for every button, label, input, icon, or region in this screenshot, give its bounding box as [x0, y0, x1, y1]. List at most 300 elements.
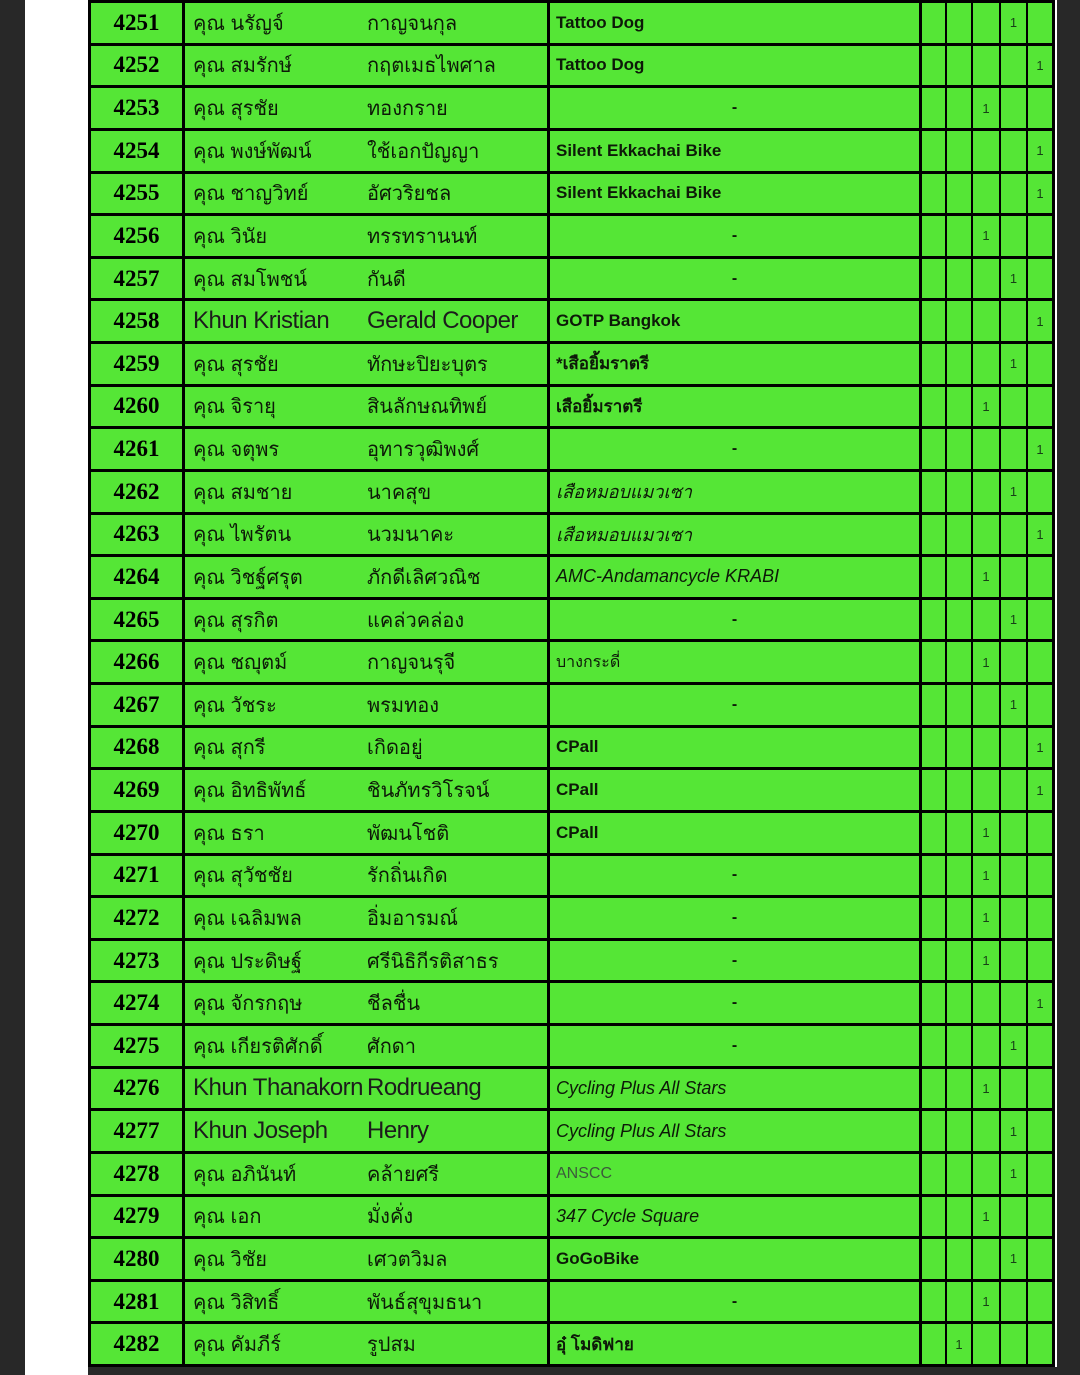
team-name: เสือหมอบแมวเซา: [550, 515, 922, 555]
honorific-and-first-name: คุณ จตุพร: [193, 439, 280, 462]
table-row: [91, 685, 1052, 728]
last-name: Rodrueang: [367, 1074, 482, 1102]
no-team-dash: -: [550, 1282, 922, 1322]
mark-cell-3-checked: 1: [973, 557, 1001, 597]
name-cell: [185, 301, 550, 341]
table-row: [91, 642, 1052, 685]
last-name: ทักษะปิยะบุตร: [367, 353, 488, 376]
mark-cell-1: [922, 46, 947, 86]
honorific-and-first-name: คุณ วินัย: [193, 225, 268, 248]
mark-cell-3: [973, 1239, 1001, 1279]
mark-cell-1: [922, 770, 947, 810]
mark-cell-2: [947, 131, 973, 171]
team-name: Tattoo Dog: [550, 46, 922, 86]
honorific-and-first-name: คุณ สุรกิต: [193, 609, 279, 632]
mark-cell-3: [973, 131, 1001, 171]
table-row: [91, 515, 1052, 558]
table-row: [91, 216, 1052, 259]
mark-cell-2: [947, 1069, 973, 1109]
bib-number: 4269: [91, 770, 185, 810]
mark-cell-5: [1028, 216, 1052, 256]
last-name: เศวตวิมล: [367, 1248, 448, 1271]
mark-cell-3: [973, 1154, 1001, 1194]
mark-cell-5-checked: 1: [1036, 143, 1044, 159]
team-name: CPall: [550, 813, 922, 853]
mark-cell-1: [922, 600, 947, 640]
bib-number: 4256: [91, 216, 185, 256]
mark-cell-2: [947, 1026, 973, 1066]
no-team-dash: -: [550, 898, 922, 938]
bottom-frame-band: [88, 1367, 1057, 1375]
team-name: อุ๋ โมดิฟาย: [550, 1324, 922, 1364]
mark-cell-5: [1028, 1111, 1052, 1151]
last-name: กันดี: [367, 268, 406, 291]
mark-cell-2: [947, 898, 973, 938]
table-row: [91, 387, 1052, 430]
table-row: [91, 174, 1052, 217]
mark-cell-1: [922, 1154, 947, 1194]
last-name: นวมนาคะ: [367, 524, 455, 547]
honorific-and-first-name: คุณ ชาญวิทย์: [193, 183, 309, 206]
last-name: มั่งคั่ง: [367, 1206, 414, 1229]
honorific-and-first-name: คุณ จักรกฤษ: [193, 993, 303, 1016]
mark-cell-5: [1028, 856, 1052, 896]
mark-cell-3: [973, 770, 1001, 810]
mark-cell-5: [1028, 1197, 1052, 1237]
name-cell: [185, 1197, 550, 1237]
mark-cell-3: [973, 3, 1001, 43]
mark-cell-4: [1001, 728, 1028, 768]
honorific-and-first-name: คุณ วิชฐ์ศรุต: [193, 566, 303, 589]
bib-number: 4270: [91, 813, 185, 853]
mark-cell-4: [1001, 557, 1028, 597]
last-name: ศักดา: [367, 1035, 417, 1058]
bib-number: 4259: [91, 344, 185, 384]
mark-cell-4: [1001, 301, 1028, 341]
table-row: [91, 3, 1052, 46]
mark-cell-1: [922, 642, 947, 682]
honorific-and-first-name: คุณ สุวัชชัย: [193, 865, 293, 888]
no-team-dash: -: [550, 941, 922, 981]
bib-number: 4254: [91, 131, 185, 171]
mark-cell-1: [922, 387, 947, 427]
table-row: [91, 259, 1052, 302]
bib-number: 4261: [91, 429, 185, 469]
name-cell: [185, 1239, 550, 1279]
mark-cell-2: [947, 259, 973, 299]
honorific-and-first-name: คุณ ธรา: [193, 822, 265, 845]
name-cell: [185, 472, 550, 512]
mark-cell-4: [1001, 429, 1028, 469]
last-name: ทองกราย: [367, 98, 448, 121]
table-row: [91, 1324, 1052, 1364]
mark-cell-5: [1028, 344, 1052, 384]
name-cell: [185, 856, 550, 896]
bib-number: 4258: [91, 301, 185, 341]
last-name: เกิดอยู่: [367, 737, 423, 760]
mark-cell-4: [1001, 1282, 1028, 1322]
registration-table: [88, 0, 1055, 1367]
honorific-and-first-name: คุณ เกียรติศักดิ์: [193, 1035, 323, 1058]
mark-cell-4: [1001, 515, 1028, 555]
mark-cell-4: [1001, 770, 1028, 810]
mark-cell-3: [973, 1026, 1001, 1066]
mark-cell-4: [1001, 88, 1028, 128]
table-row: [91, 1069, 1052, 1112]
bib-number: 4268: [91, 728, 185, 768]
bib-number: 4279: [91, 1197, 185, 1237]
table-row: [91, 983, 1052, 1026]
team-name: Silent Ekkachai Bike: [550, 131, 922, 171]
table-row: [91, 770, 1052, 813]
mark-cell-2: [947, 685, 973, 725]
no-team-dash: -: [550, 685, 922, 725]
team-name: CPall: [550, 728, 922, 768]
mark-cell-2: [947, 1282, 973, 1322]
mark-cell-3: [973, 174, 1001, 214]
mark-cell-4-checked: 1: [1001, 600, 1028, 640]
mark-cell-3: [973, 259, 1001, 299]
bib-number: 4271: [91, 856, 185, 896]
mark-cell-3-checked: 1: [973, 1069, 1001, 1109]
mark-cell-3: [973, 301, 1001, 341]
mark-cell-1: [922, 301, 947, 341]
mark-cell-1: [922, 1282, 947, 1322]
honorific-and-first-name: คุณ ประดิษฐ์: [193, 950, 302, 973]
bib-number: 4264: [91, 557, 185, 597]
no-team-dash: -: [550, 216, 922, 256]
mark-cell-2: [947, 770, 973, 810]
last-name: ภักดีเลิศวณิช: [367, 566, 481, 589]
team-name: CPall: [550, 770, 922, 810]
team-name: AMC-Andamancycle KRABI: [550, 557, 922, 597]
last-name: คล้ายศรี: [367, 1163, 440, 1186]
no-team-dash: -: [550, 429, 922, 469]
last-name: กาญจนรุจี: [367, 652, 456, 675]
name-cell: [185, 1324, 550, 1364]
honorific-and-first-name: คุณ คัมภีร์: [193, 1334, 281, 1357]
mark-cell-1: [922, 941, 947, 981]
mark-cell-2: [947, 46, 973, 86]
table-row: [91, 1239, 1052, 1282]
mark-cell-2: [947, 728, 973, 768]
bib-number: 4260: [91, 387, 185, 427]
mark-cell-2: [947, 515, 973, 555]
mark-cell-3: [973, 429, 1001, 469]
mark-cell-5-checked: 1: [1036, 57, 1044, 73]
no-team-dash: -: [550, 600, 922, 640]
honorific-and-first-name: คุณ วัชระ: [193, 694, 277, 717]
mark-cell-4-checked: 1: [1001, 3, 1028, 43]
bib-number: 4280: [91, 1239, 185, 1279]
mark-cell-4: [1001, 174, 1028, 214]
name-cell: [185, 600, 550, 640]
mark-cell-3-checked: 1: [973, 216, 1001, 256]
mark-cell-1: [922, 1324, 947, 1364]
mark-cell-2: [947, 1197, 973, 1237]
team-name: Silent Ekkachai Bike: [550, 174, 922, 214]
mark-cell-1: [922, 1239, 947, 1279]
name-cell: [185, 515, 550, 555]
last-name: พัฒนโชติ: [367, 822, 450, 845]
mark-cell-1: [922, 728, 947, 768]
bib-number: 4252: [91, 46, 185, 86]
name-cell: [185, 46, 550, 86]
mark-cell-2: [947, 983, 973, 1023]
name-cell: [185, 387, 550, 427]
honorific-and-first-name: คุณ อิทธิพัทธ์: [193, 780, 307, 803]
bib-number: 4257: [91, 259, 185, 299]
name-cell: [185, 216, 550, 256]
table-row: [91, 1197, 1052, 1240]
mark-cell-5-checked: 1: [1036, 441, 1044, 457]
mark-cell-5-checked: 1: [1036, 739, 1044, 755]
table-row: [91, 1026, 1052, 1069]
mark-cell-1: [922, 3, 947, 43]
team-name: เสือยิ้มราตรี: [550, 387, 922, 427]
honorific-and-first-name: Khun Kristian: [193, 307, 330, 335]
bib-number: 4277: [91, 1111, 185, 1151]
team-name: GOTP Bangkok: [550, 301, 922, 341]
table-row: [91, 472, 1052, 515]
mark-cell-4: [1001, 1197, 1028, 1237]
team-name: Tattoo Dog: [550, 3, 922, 43]
honorific-and-first-name: คุณ สมชาย: [193, 481, 293, 504]
mark-cell-2-checked: 1: [947, 1324, 973, 1364]
last-name: Gerald Cooper: [367, 307, 518, 335]
mark-cell-2: [947, 216, 973, 256]
mark-cell-5: [1028, 642, 1052, 682]
mark-cell-1: [922, 898, 947, 938]
last-name: พรมทอง: [367, 694, 440, 717]
last-name: รูปสม: [367, 1334, 416, 1357]
mark-cell-4-checked: 1: [1001, 472, 1028, 512]
mark-cell-1: [922, 856, 947, 896]
mark-cell-5-checked: 1: [1036, 185, 1044, 201]
honorific-and-first-name: คุณ อภินันท์: [193, 1163, 297, 1186]
table-row: [91, 941, 1052, 984]
table-row: [91, 344, 1052, 387]
mark-cell-5: [1028, 898, 1052, 938]
last-name: สินลักษณทิพย์: [367, 396, 488, 419]
mark-cell-4-checked: 1: [1001, 344, 1028, 384]
table-row: [91, 88, 1052, 131]
last-name: ชีลชื่น: [367, 993, 421, 1016]
mark-cell-2: [947, 813, 973, 853]
mark-cell-4: [1001, 216, 1028, 256]
table-row: [91, 728, 1052, 771]
name-cell: [185, 941, 550, 981]
mark-cell-3: [973, 472, 1001, 512]
mark-cell-2: [947, 301, 973, 341]
name-cell: [185, 1154, 550, 1194]
honorific-and-first-name: คุณ จิรายุ: [193, 396, 276, 419]
mark-cell-3-checked: 1: [973, 856, 1001, 896]
bib-number: 4267: [91, 685, 185, 725]
table-row: [91, 131, 1052, 174]
bib-number: 4262: [91, 472, 185, 512]
document-page: [25, 0, 1057, 1375]
mark-cell-5: [1028, 557, 1052, 597]
name-cell: [185, 1026, 550, 1066]
team-name: Cycling Plus All Stars: [550, 1069, 922, 1109]
last-name: ศรีนิธิกีรติสาธร: [367, 950, 499, 973]
mark-cell-5: [1028, 387, 1052, 427]
name-cell: [185, 983, 550, 1023]
mark-cell-5: [1028, 1282, 1052, 1322]
honorific-and-first-name: คุณ นรัญจ์: [193, 12, 284, 35]
mark-cell-4: [1001, 983, 1028, 1023]
name-cell: [185, 429, 550, 469]
mark-cell-1: [922, 813, 947, 853]
mark-cell-3-checked: 1: [973, 1197, 1001, 1237]
mark-cell-4-checked: 1: [1001, 259, 1028, 299]
mark-cell-4: [1001, 387, 1028, 427]
honorific-and-first-name: Khun Thanakorn: [193, 1074, 364, 1102]
bib-number: 4276: [91, 1069, 185, 1109]
mark-cell-3-checked: 1: [973, 941, 1001, 981]
mark-cell-3: [973, 1111, 1001, 1151]
bib-number: 4265: [91, 600, 185, 640]
mark-cell-1: [922, 1026, 947, 1066]
mark-cell-1: [922, 131, 947, 171]
mark-cell-4: [1001, 898, 1028, 938]
mark-cell-5: [1028, 1154, 1052, 1194]
mark-cell-3: [973, 983, 1001, 1023]
mark-cell-1: [922, 515, 947, 555]
name-cell: [185, 259, 550, 299]
name-cell: [185, 728, 550, 768]
honorific-and-first-name: คุณ สมรักษ์: [193, 55, 292, 78]
honorific-and-first-name: Khun Joseph: [193, 1117, 328, 1145]
honorific-and-first-name: คุณ สุรชัย: [193, 98, 279, 121]
mark-cell-2: [947, 387, 973, 427]
bib-number: 4251: [91, 3, 185, 43]
mark-cell-1: [922, 259, 947, 299]
honorific-and-first-name: คุณ วิสิทธิ์: [193, 1291, 280, 1314]
bib-number: 4275: [91, 1026, 185, 1066]
table-row: [91, 46, 1052, 89]
name-cell: [185, 131, 550, 171]
mark-cell-2: [947, 941, 973, 981]
last-name: นาคสุข: [367, 481, 432, 504]
mark-cell-1: [922, 216, 947, 256]
mark-cell-2: [947, 1239, 973, 1279]
table-row: [91, 1282, 1052, 1325]
mark-cell-1: [922, 88, 947, 128]
name-cell: [185, 3, 550, 43]
mark-cell-4: [1001, 1069, 1028, 1109]
mark-cell-5: [1028, 1026, 1052, 1066]
mark-cell-2: [947, 600, 973, 640]
name-cell: [185, 685, 550, 725]
mark-cell-2: [947, 557, 973, 597]
mark-cell-3-checked: 1: [973, 88, 1001, 128]
mark-cell-5: [1028, 1239, 1052, 1279]
mark-cell-1: [922, 1197, 947, 1237]
mark-cell-1: [922, 344, 947, 384]
mark-cell-2: [947, 344, 973, 384]
mark-cell-4: [1001, 131, 1028, 171]
mark-cell-2: [947, 174, 973, 214]
mark-cell-5-checked: 1: [1036, 526, 1044, 542]
team-name: Cycling Plus All Stars: [550, 1111, 922, 1151]
last-name: ชินภัทรวิโรจน์: [367, 780, 490, 803]
name-cell: [185, 813, 550, 853]
name-cell: [185, 557, 550, 597]
mark-cell-3-checked: 1: [973, 642, 1001, 682]
mark-cell-5: [1028, 1324, 1052, 1364]
mark-cell-5: [1028, 472, 1052, 512]
bib-number: 4266: [91, 642, 185, 682]
mark-cell-5-checked: 1: [1036, 313, 1044, 329]
last-name: ทรรทรานนท์: [367, 225, 478, 248]
table-row: [91, 429, 1052, 472]
mark-cell-3: [973, 515, 1001, 555]
table-row: [91, 856, 1052, 899]
honorific-and-first-name: คุณ สุรชัย: [193, 353, 279, 376]
mark-cell-3: [973, 1324, 1001, 1364]
last-name: อิ่มอารมณ์: [367, 907, 458, 930]
table-row: [91, 813, 1052, 856]
team-name: *เสือยิ้มราตรี: [550, 344, 922, 384]
bib-number: 4274: [91, 983, 185, 1023]
mark-cell-5-checked: 1: [1036, 995, 1044, 1011]
bib-number: 4282: [91, 1324, 185, 1364]
mark-cell-5: [1028, 685, 1052, 725]
last-name: แคล่วคล่อง: [367, 609, 465, 632]
last-name: รักถิ่นเกิด: [367, 865, 448, 888]
no-team-dash: -: [550, 1026, 922, 1066]
honorific-and-first-name: คุณ สมโพชน์: [193, 268, 308, 291]
team-name: บางกระดี่: [550, 642, 922, 682]
mark-cell-3-checked: 1: [973, 898, 1001, 938]
mark-cell-5: [1028, 941, 1052, 981]
last-name: กฤตเมธไพศาล: [367, 55, 496, 78]
name-cell: [185, 1069, 550, 1109]
table-row: [91, 1111, 1052, 1154]
mark-cell-1: [922, 685, 947, 725]
mark-cell-2: [947, 429, 973, 469]
honorific-and-first-name: คุณ พงษ์พัฒน์: [193, 140, 312, 163]
last-name: ใช้เอกปัญญา: [367, 140, 480, 163]
name-cell: [185, 770, 550, 810]
table-row: [91, 600, 1052, 643]
table-row: [91, 1154, 1052, 1197]
mark-cell-1: [922, 983, 947, 1023]
last-name: กาญจนกุล: [367, 12, 458, 35]
mark-cell-4: [1001, 1324, 1028, 1364]
last-name: อัศวริยชล: [367, 183, 452, 206]
mark-cell-3: [973, 600, 1001, 640]
mark-cell-1: [922, 1111, 947, 1151]
bib-number: 4273: [91, 941, 185, 981]
honorific-and-first-name: คุณ สุกรี: [193, 737, 266, 760]
mark-cell-3: [973, 728, 1001, 768]
mark-cell-5: [1028, 259, 1052, 299]
honorific-and-first-name: คุณ เฉลิมพล: [193, 907, 302, 930]
table-row: [91, 898, 1052, 941]
mark-cell-5: [1028, 88, 1052, 128]
team-name: ANSCC: [550, 1154, 922, 1194]
mark-cell-4: [1001, 642, 1028, 682]
no-team-dash: -: [550, 88, 922, 128]
mark-cell-3: [973, 46, 1001, 86]
last-name: อุทารวุฒิพงศ์: [367, 439, 480, 462]
mark-cell-2: [947, 3, 973, 43]
mark-cell-4-checked: 1: [1001, 1154, 1028, 1194]
bib-number: 4272: [91, 898, 185, 938]
